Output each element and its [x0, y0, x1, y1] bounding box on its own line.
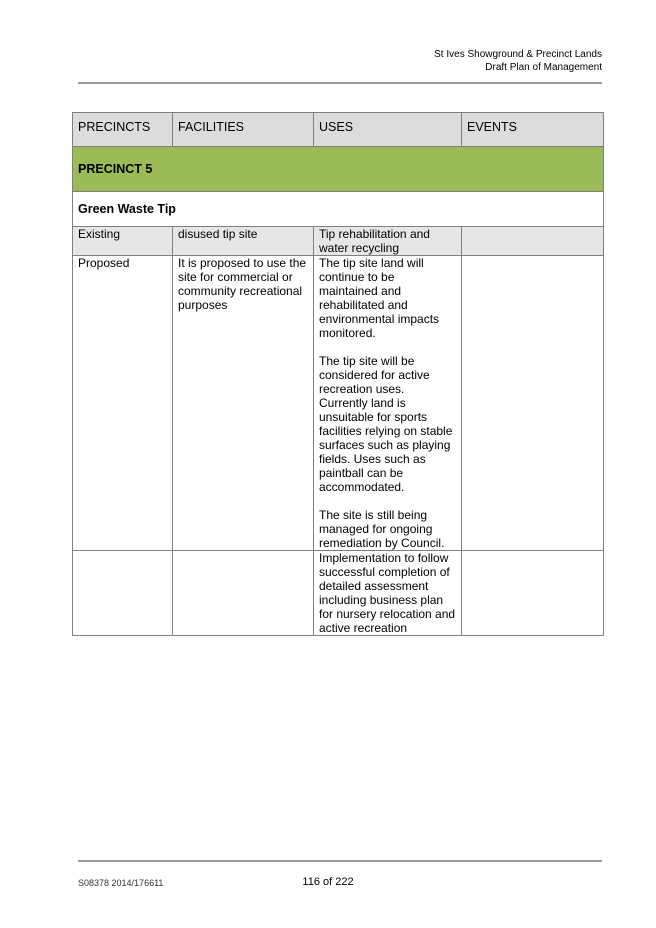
column-header-events: EVENTS — [462, 113, 604, 147]
column-header-uses: USES — [314, 113, 462, 147]
row-precinct: Existing — [73, 227, 173, 256]
page-header — [434, 48, 602, 74]
paragraph-gap — [319, 340, 456, 354]
row-events — [462, 551, 604, 636]
header-title: St Ives Showground & Precinct Lands — [434, 49, 602, 60]
precinct-heading-row — [73, 147, 604, 192]
table-row — [73, 256, 604, 551]
plan-table — [72, 112, 604, 636]
column-header-precincts: PRECINCTS — [73, 113, 173, 147]
row-facilities: disused tip site — [173, 227, 314, 256]
footer-divider — [78, 860, 602, 862]
subheading-row — [73, 192, 604, 227]
row-facilities: It is proposed to use the site for commercial or community recreational purposes — [173, 256, 314, 551]
table-header-row — [73, 113, 604, 147]
row-precinct — [73, 551, 173, 636]
row-precinct: Proposed — [73, 256, 173, 551]
row-uses — [314, 256, 462, 551]
row-events — [462, 227, 604, 256]
uses-paragraph: Tip rehabilitation and water recycling — [319, 227, 430, 255]
document-reference: S08378 2014/176611 — [78, 878, 164, 888]
row-uses — [314, 551, 462, 636]
header-divider — [78, 82, 602, 84]
row-facilities — [173, 551, 314, 636]
paragraph-gap — [319, 494, 456, 508]
table-row — [73, 227, 604, 256]
row-uses — [314, 227, 462, 256]
uses-paragraph: The tip site will be considered for active recreation uses. Currently land is unsuitable for sports facilities relying on stable surfaces such as playing fields. Uses such as paintball can be accommodated. — [319, 354, 453, 494]
page-number: 116 of 222 — [302, 876, 354, 888]
column-header-facilities: FACILITIES — [173, 113, 314, 147]
precinct-heading: PRECINCT 5 — [73, 147, 604, 192]
uses-paragraph: The site is still being managed for ongoing remediation by Council. — [319, 508, 445, 550]
uses-paragraph: Implementation to follow successful completion of detailed assessment including business plan for nursery relocation and active recreation — [319, 551, 456, 635]
header-subtitle: Draft Plan of Management — [485, 62, 602, 73]
table-row — [73, 551, 604, 636]
row-events — [462, 256, 604, 551]
uses-paragraph: The tip site land will continue to be maintained and rehabilitated and environmental impacts monitored. — [319, 256, 440, 340]
subheading: Green Waste Tip — [73, 192, 604, 227]
